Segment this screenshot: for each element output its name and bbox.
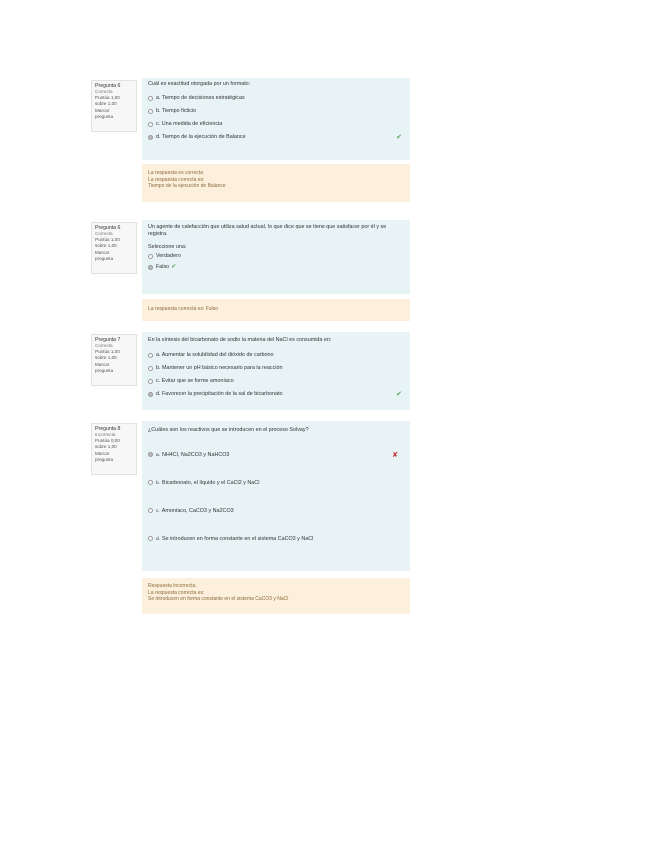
feedback-box-1 — [142, 164, 410, 202]
question-mark: Puntúa 1,00 — [95, 95, 120, 100]
option-label: Verdadero — [156, 253, 181, 259]
feedback-answer: Se introducen en forma constante en el sistema CaCO3 y NaCl — [148, 596, 289, 603]
radio-button[interactable] — [148, 480, 153, 485]
option-b[interactable] — [148, 362, 404, 375]
option-d[interactable] — [148, 388, 404, 401]
flag-question-link[interactable]: Marcar — [95, 250, 110, 255]
radio-button[interactable] — [148, 254, 153, 259]
option-c[interactable] — [148, 375, 404, 388]
select-prompt: Seleccione una: — [148, 244, 187, 250]
radio-button[interactable] — [148, 366, 153, 371]
feedback-line: La respuesta correcta es: — [148, 176, 205, 183]
option-letter: b. — [156, 481, 161, 486]
option-label: a. Aumentar la solubilidad del dióxido de carbono — [156, 352, 274, 358]
option-label: b. Tiempo ficticio — [156, 108, 197, 114]
feedback-answer: La respuesta correcta es: Falso — [148, 306, 219, 312]
option-d[interactable] — [148, 131, 404, 144]
option-label: d. Tiempo de la ejecución de Balance — [156, 134, 246, 140]
question-number: Pregunta 7 — [95, 337, 121, 343]
option-a[interactable] — [148, 349, 404, 362]
flag-question-link-2[interactable]: pregunta — [95, 256, 114, 261]
option-c[interactable] — [148, 118, 404, 131]
radio-button-selected[interactable] — [148, 392, 153, 397]
question-text-box-4 — [142, 421, 410, 571]
correct-check-icon: ✔ — [171, 264, 177, 270]
option-label: a. Tiempo de decisiones estratégicas — [156, 95, 245, 101]
correct-check-icon: ✔ — [396, 391, 402, 398]
feedback-line: La respuesta correcta es: — [148, 589, 205, 596]
option-label: b. Mantener un pH básico necesario para la reacción — [156, 365, 283, 371]
question-number: Pregunta 6 — [95, 83, 121, 89]
option-c[interactable] — [148, 502, 404, 530]
option-label: d. Favorecer la precipitación de la sal de bicarbonato — [156, 391, 283, 397]
question-mark-max: sobre 1,00 — [95, 101, 117, 106]
question-number: Pregunta 6 — [95, 225, 121, 231]
question-state: Correcta — [95, 89, 113, 94]
question-state: Correcta — [95, 343, 113, 348]
option-letter: c. — [156, 509, 160, 514]
option-label: c. Una medida de eficiencia — [156, 121, 223, 127]
question-number: Pregunta 8 — [95, 426, 121, 432]
flag-question-link-2[interactable]: pregunta — [95, 368, 114, 373]
radio-button[interactable] — [148, 353, 153, 358]
feedback-box-2 — [142, 299, 410, 321]
question-mark: Puntúa 0,00 — [95, 438, 120, 443]
option-b[interactable] — [148, 474, 404, 502]
feedback-line: La respuesta es correcta — [148, 170, 204, 176]
radio-button[interactable] — [148, 508, 153, 513]
question-text-box-1 — [142, 78, 410, 160]
question-text: En la síntesis del bicarbonato de sodio la materia del NaCl es consumida en: — [148, 337, 332, 343]
option-label: Bicarbonato, el líquido y el CaCl2 y NaCl — [162, 480, 260, 486]
radio-button-selected[interactable] — [148, 265, 153, 270]
option-a[interactable] — [148, 446, 404, 474]
radio-button-selected[interactable] — [148, 135, 153, 140]
option-label: Amoníaco, CaCO3 y Na2CO3 — [161, 508, 234, 514]
option-label: Se introducen en forma constante en el sistema CaCO3 y NaCl — [162, 536, 314, 542]
option-true[interactable] — [148, 251, 404, 262]
question-state: Correcta — [95, 231, 113, 236]
option-false[interactable] — [148, 262, 404, 273]
flag-question-link[interactable]: Marcar — [95, 108, 110, 113]
question-text-box-3 — [142, 332, 410, 410]
incorrect-cross-icon: ✘ — [392, 452, 398, 459]
question-info-2 — [91, 222, 137, 274]
question-text-box-2 — [142, 220, 410, 294]
radio-button[interactable] — [148, 96, 153, 101]
radio-button[interactable] — [148, 122, 153, 127]
question-mark: Puntúa 1,00 — [95, 237, 120, 242]
option-b[interactable] — [148, 105, 404, 118]
radio-button[interactable] — [148, 536, 153, 541]
radio-button[interactable] — [148, 379, 153, 384]
option-label: NH4Cl, Na2CO3 y NaHCO3 — [162, 452, 230, 458]
feedback-line: Respuesta incorrecta. — [148, 583, 197, 589]
option-letter: d. — [156, 537, 161, 542]
flag-question-link-2[interactable]: pregunta — [95, 457, 114, 462]
correct-check-icon: ✔ — [396, 134, 402, 141]
flag-question-link[interactable]: Marcar — [95, 362, 110, 367]
option-label: Falso — [156, 264, 170, 270]
feedback-answer: Tiempo de la ejecución de Balance — [148, 183, 226, 190]
question-info-4 — [91, 423, 137, 475]
option-a[interactable] — [148, 92, 404, 105]
question-mark-max: sobre 1,00 — [95, 355, 117, 360]
option-label: c. Evitar que se forme amoníaco — [156, 378, 234, 384]
option-d[interactable] — [148, 530, 404, 558]
feedback-box-4 — [142, 578, 410, 614]
question-text: Un agente de calefacción que utiliza salud actual, lo que dice que se tiene que satisfacer por él y se registra. — [148, 224, 387, 237]
question-text: ¿Cuáles son los reactivos que se introducen en el proceso Solvay? — [148, 427, 309, 433]
flag-question-link-2[interactable]: pregunta — [95, 114, 114, 119]
radio-button[interactable] — [148, 109, 153, 114]
question-text: Cuál es exactitud otorgada por un formato: — [148, 81, 251, 87]
question-mark-max: sobre 1,00 — [95, 444, 117, 449]
question-mark-max: sobre 1,00 — [95, 243, 117, 248]
question-info-3 — [91, 334, 137, 386]
flag-question-link[interactable]: Marcar — [95, 451, 110, 456]
question-state: Incorrecta — [95, 432, 116, 437]
question-info-1 — [91, 80, 137, 132]
question-mark: Puntúa 1,00 — [95, 349, 120, 354]
option-letter: a. — [156, 453, 161, 458]
radio-button-selected[interactable] — [148, 452, 153, 457]
